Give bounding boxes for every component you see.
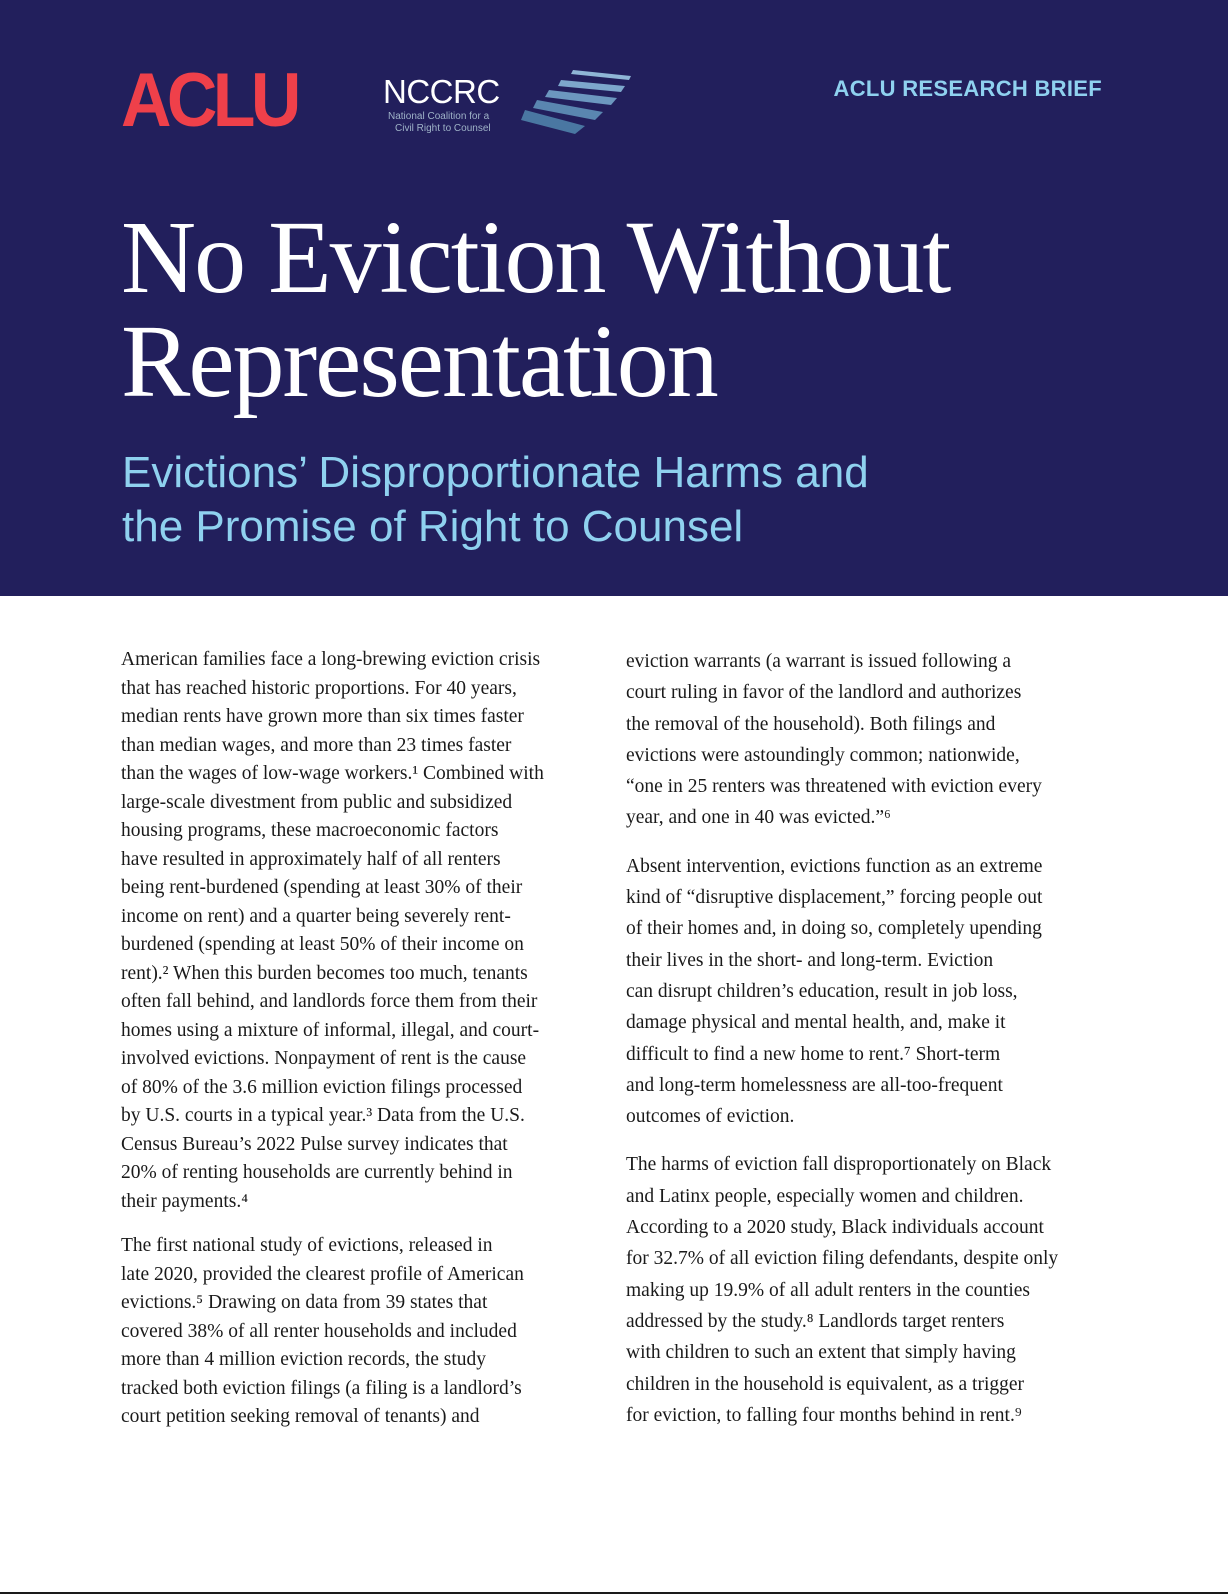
body-text-line: The harms of eviction fall disproportionately on Black [626, 1154, 1052, 1176]
body-paragraph [626, 646, 1112, 834]
body-text-line: Absent intervention, evictions function as an extreme [626, 855, 1043, 877]
body-text-line: of 80% of the 3.6 million eviction filings processed [121, 1076, 523, 1098]
body-text-line: their payments.⁴ [121, 1190, 249, 1212]
page-subtitle [122, 446, 1102, 554]
body-text-line: often fall behind, and landlords force them from their [121, 991, 538, 1012]
body-text-line: than the wages of low-wage workers.¹ Combined with [121, 763, 544, 784]
body-text-line: involved evictions. Nonpayment of rent is the cause [121, 1048, 527, 1069]
body-paragraph [121, 1232, 591, 1432]
nccrc-rays-icon [513, 66, 638, 136]
body-text-line: making up 19.9% of all adult renters in the counties [626, 1279, 1030, 1301]
body-text-line: year, and one in 40 was evicted.”⁶ [626, 807, 891, 829]
page-title-line: Representation [121, 304, 717, 419]
nccrc-logo-tagline-line2: Civil Right to Counsel [395, 123, 491, 134]
body-paragraph [121, 646, 591, 1216]
body-text-line: According to a 2020 study, Black individuals account [626, 1217, 1044, 1239]
body-text-line: outcomes of eviction. [626, 1106, 795, 1128]
body-text-line: damage physical and mental health, and, make it [626, 1012, 1006, 1034]
cover-header [0, 0, 1228, 596]
body-text-line: tracked both eviction filings (a filing is a landlord’s [121, 1377, 522, 1399]
body-text-line: children in the household is equivalent, as a trigger [626, 1373, 1025, 1395]
body-text-line: addressed by the study.⁸ Landlords target renters [626, 1310, 1005, 1332]
page-title-line: No Eviction Without [121, 200, 950, 315]
nccrc-logo-tagline-line1: National Coalition for a [388, 111, 490, 122]
brief-type-label: ACLU RESEARCH BRIEF [833, 76, 1102, 101]
body-text-line: court ruling in favor of the landlord and authorizes [626, 682, 1022, 704]
body-paragraph [626, 1149, 1112, 1431]
body-text-line: evictions were astoundingly common; nationwide, [626, 744, 1020, 766]
body-text-line: covered 38% of all renter households and included [121, 1320, 517, 1342]
body-text-line: more than 4 million eviction records, the study [121, 1349, 487, 1370]
body-text-line: kind of “disruptive displacement,” forcing people out [626, 887, 1043, 909]
body-text-line: by U.S. courts in a typical year.³ Data from the U.S. [121, 1105, 525, 1126]
body-text-line: evictions.⁵ Drawing on data from 39 states that [121, 1292, 488, 1313]
page-subtitle-line: Evictions’ Disproportionate Harms and [122, 448, 869, 497]
body-text-line: income on rent) and a quarter being severely rent- [121, 905, 511, 927]
body-text-line: American families face a long-brewing eviction crisis [121, 649, 541, 670]
body-text-line: court petition seeking removal of tenants) and [121, 1406, 480, 1427]
body-text-line: difficult to find a new home to rent.⁷ Short-term [626, 1043, 1001, 1065]
body-text-line: their lives in the short- and long-term. Eviction [626, 949, 994, 971]
body-text-line: eviction warrants (a warrant is issued following a [626, 651, 1012, 672]
body-text-line: “one in 25 renters was threatened with eviction every [626, 776, 1042, 798]
body-text-line: housing programs, these macroeconomic factors [121, 820, 499, 841]
body-text-line: rent).² When this burden becomes too much, tenants [121, 962, 528, 984]
body-text-line: the removal of the household). Both filings and [626, 713, 996, 735]
body-text-line: late 2020, provided the clearest profile of American [121, 1263, 524, 1285]
body-text-line: of their homes and, in doing so, completely upending [626, 918, 1042, 940]
body-text-line: and Latinx people, especially women and children. [626, 1185, 1024, 1207]
page-bottom-rule [0, 1592, 1228, 1594]
body-paragraph [626, 851, 1112, 1133]
body-text-line: burdened (spending at least 50% of their income on [121, 934, 524, 955]
body-text-line: have resulted in approximately half of all renters [121, 848, 501, 870]
body-text-line: 20% of renting households are currently behind in [121, 1162, 513, 1183]
body-text-line: can disrupt children’s education, result in job loss, [626, 980, 1018, 1002]
body-text-line: large-scale divestment from public and subsidized [121, 791, 513, 813]
page-subtitle-line: the Promise of Right to Counsel [122, 502, 744, 551]
body-text-line: for 32.7% of all eviction filing defendants, despite only [626, 1248, 1059, 1270]
body-text-line: and long-term homelessness are all-too-frequent [626, 1074, 1003, 1096]
nccrc-logo-name: NCCRC [383, 73, 500, 110]
body-text-line: homes using a mixture of informal, illegal, and court- [121, 1019, 540, 1041]
body-text-line: being rent-burdened (spending at least 30% of their [121, 877, 523, 898]
body-column-left [121, 646, 591, 1448]
nccrc-logo [383, 70, 643, 140]
page-title [121, 200, 1121, 419]
body-text-line: with children to such an extent that simply having [626, 1342, 1016, 1364]
body-text-line: for eviction, to falling four months behind in rent.⁹ [626, 1404, 1022, 1426]
body-text-line: than median wages, and more than 23 times faster [121, 734, 512, 756]
body-text-line: Census Bureau’s 2022 Pulse survey indicates that [121, 1133, 508, 1155]
body-text-line: median rents have grown more than six times faster [121, 706, 524, 727]
aclu-logo: ACLU [121, 58, 297, 143]
body-text-line: that has reached historic proportions. For 40 years, [121, 677, 517, 699]
body-column-right [626, 646, 1112, 1448]
body-text-line: The first national study of evictions, released in [121, 1235, 493, 1256]
